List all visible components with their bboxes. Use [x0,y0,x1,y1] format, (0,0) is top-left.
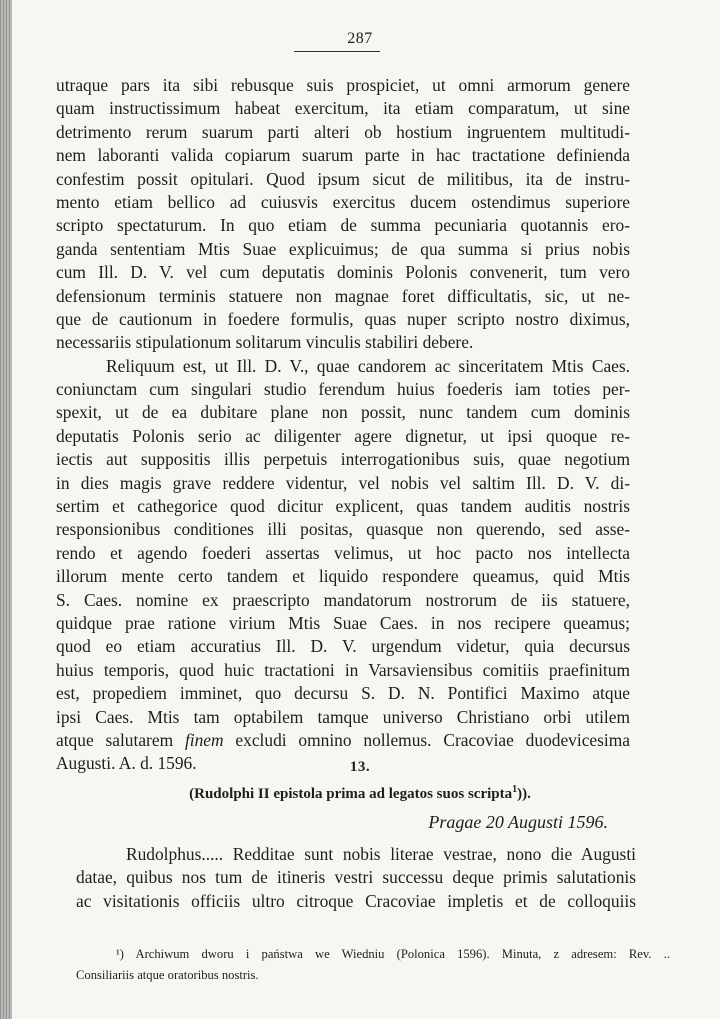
heading-text: (Rudolphi II epistola prima ad legatos suos scripta [189,786,513,802]
text-line: utraque pars ita sibi rebusque suis prospiciet, ut omni armorum genere [56,75,630,95]
text-line: confestim possit opitulari. Quod ipsum sicut de militibus, ita de instru- [56,168,630,189]
text-line: mento etiam bellico ad cuiusvis exercitus ducem ostendimus superiore [56,191,630,212]
text-line: detrimento rerum suarum parti alteri ob hostium ingruentem multitudi- [56,121,630,142]
text-line [56,729,630,752]
text-line: nem laboranti valida copiarum suarum parte in hac tractatione definienda [56,145,630,166]
footnote-line [76,944,670,965]
text-segment: atque salutarem [56,729,185,750]
text-segment: excludi omnino nollemus. Cracoviae duodevicesima [223,729,630,750]
text-line: Augusti. A. d. 1596. [56,753,197,774]
text-line: ac visitationis officiis ultro citroque Cracoviae impletis et de colloquiis [76,890,636,911]
paragraph-start-line: Rudolphus..... Redditae sunt nobis literae vestrae, nono die Augusti [126,844,636,864]
dateline: Pragae 20 Augusti 1596. [428,812,608,832]
text-line: S. Caes. nomine ex praescripto mandatorum nostrorum de iis statuere, [56,589,630,610]
heading-close: )). [517,786,531,802]
text-line: iectis aut suppositis illis perpetuis interrogationibus suis, quae negotium [56,449,630,470]
footnote-mark: ¹) [116,947,124,961]
text-line: scripto spectaturum. In quo etiam de summa pecuniaria quotannis ero- [56,215,630,236]
text-line: que de cautionum in foedere formulis, quas nuper scripto nostro diximus, [56,308,630,329]
text-line: responsionibus conditiones illi positas, quasque non querendo, sed asse- [56,519,630,540]
text-line: quidque prae ratione virium Mtis Suae Caes. in nos recipere queamus; [56,612,630,633]
text-line: huius temporis, quod huic tractationi in Varsaviensibus comitiis praefinitum [56,659,630,680]
text-line: quam instructissimum habeat exercitum, ita etiam comparatum, ut sine [56,98,630,119]
text-line: coniunctam cum singulari studio ferendum huius foederis iam toties per- [56,379,630,400]
text-line: in dies magis grave reddere videntur, vel nobis vel saltim Ill. D. V. di- [56,472,630,493]
text-line: illorum mente certo tandem et liquido respondere queamus, quid Mtis [56,566,630,587]
text-line: ipsi Caes. Mtis tam optabilem tamque universo Christiano orbi utilem [56,706,630,727]
text-line: deputatis Polonis serio ac diligenter agere dignetur, ut ipsi quoque re- [56,425,630,446]
footnote [76,944,670,986]
text-line: necessariis stipulationum solitarum vinculis stabiliri debere. [56,332,474,353]
letter-text [76,843,636,913]
italic-word: finem [184,729,224,750]
text-line: defensionum terminis statuere non magnae foret difficultatis, sic, ut ne- [56,285,630,306]
text-line: rendo et agendo foederi assertas velimus, ut hoc pacto nos intellecta [56,542,630,563]
text-line: datae, quibus nos tum de itineris vestri successu deque primis salutationis [76,867,636,888]
page-number: 287 [347,30,373,47]
footnote-text: Archiwum dworu i państwa we Wiedniu (Polonica 1596). Minuta, z adresem: Rev. .. [135,947,670,961]
document-heading [150,786,570,803]
text-line: quod eo etiam accuratius Ill. D. V. urgendum videtur, quia decursus [56,636,630,657]
text-line: sertim et cathegorice quod dicitur explicent, quas tandem auditis nostris [56,496,630,517]
footnote-reference: 1 [512,784,518,795]
document-number: 13. [349,759,371,775]
text-line: cum Ill. D. V. vel cum deputatis dominis Polonis convenerit, tum vero [56,262,630,283]
text-line: ganda sententiam Mtis Suae explicuimus; de qua summa si prius nobis [56,238,630,259]
footnote-line: Consiliariis atque oratoribus nostris. [76,968,259,982]
page-number-rule [294,51,380,52]
text-line: est, propediem imminet, quo decursu S. D. N. Pontifici Maximo atque [56,683,630,704]
body-text [56,74,630,776]
book-binding-edge [0,0,12,1019]
text-line: spexit, ut de ea dubitare plane non possit, nunc tandem cum dominis [56,402,630,423]
paragraph-start-line: Reliquum est, ut Ill. D. V., quae candorem ac sinceritatem Mtis Caes. [106,355,630,376]
